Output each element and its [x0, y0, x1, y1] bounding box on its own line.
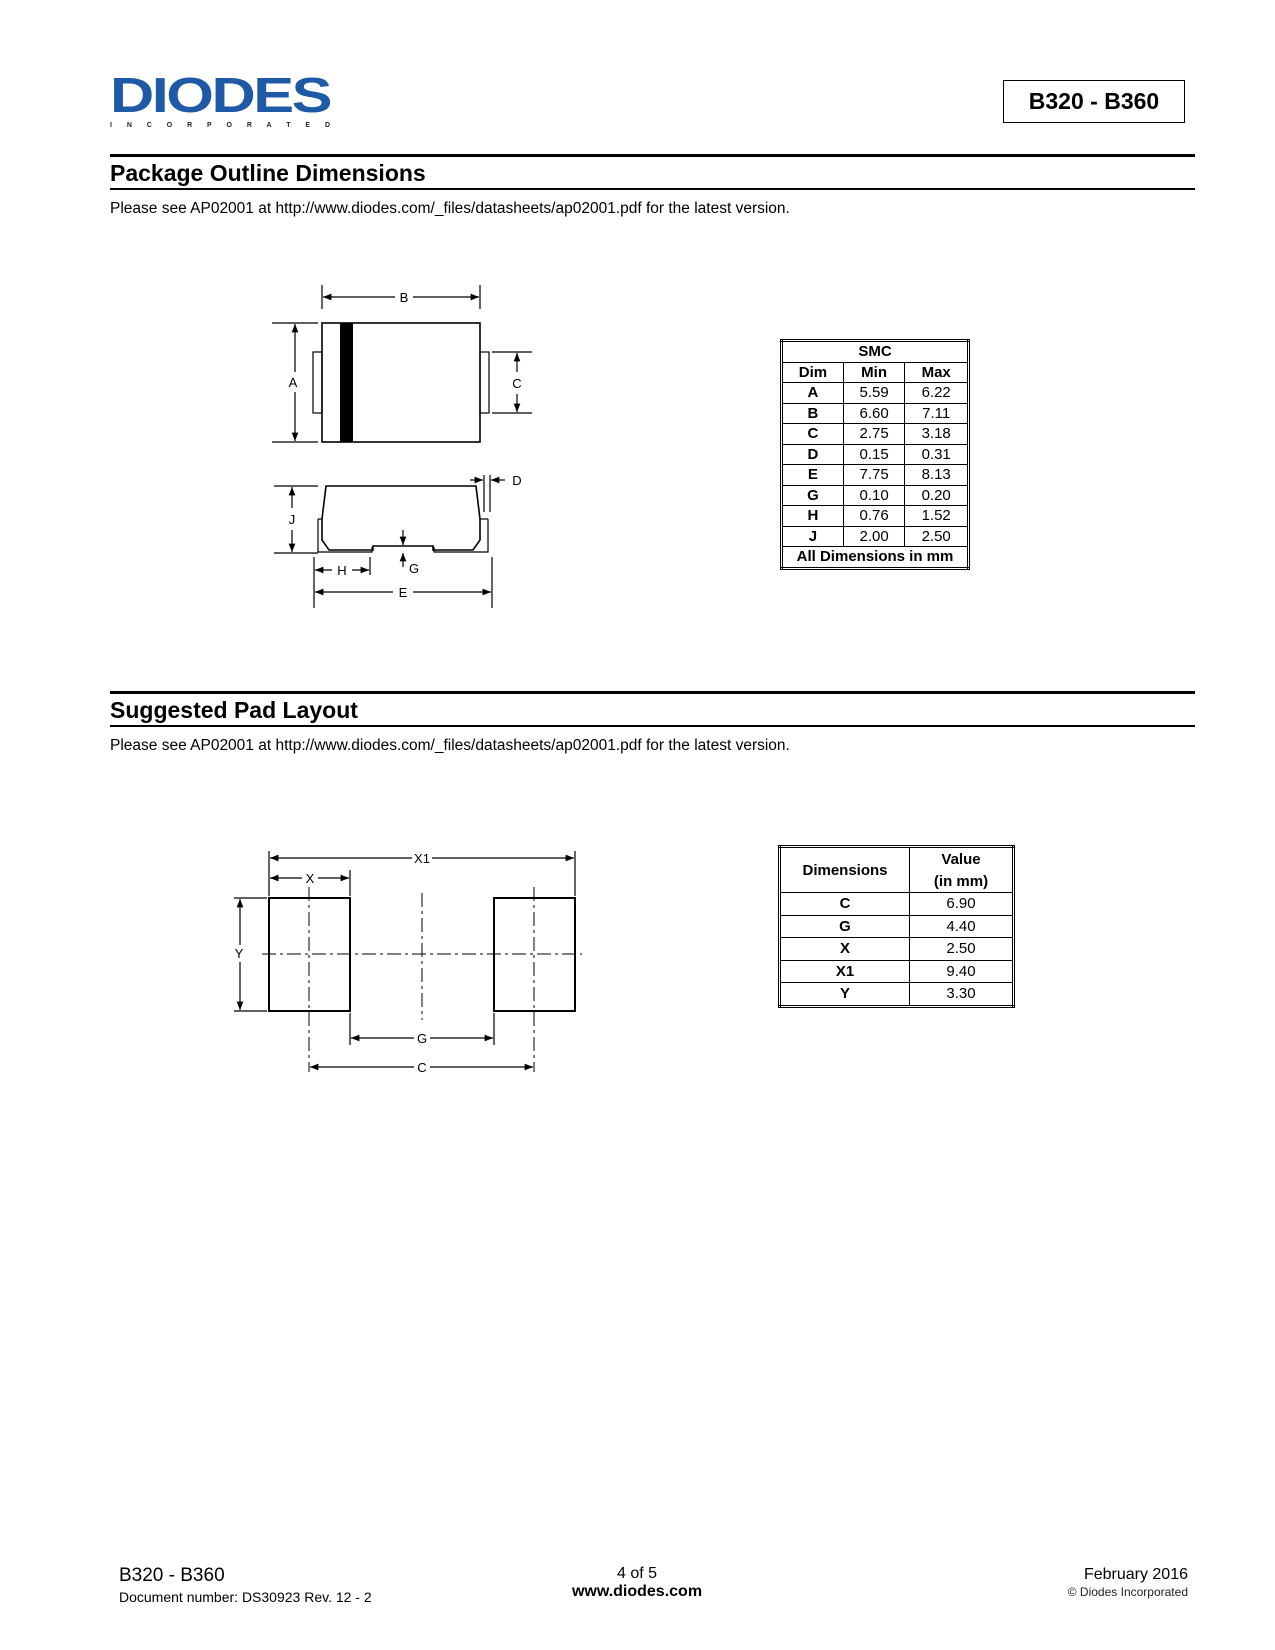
footer-part-number: B320 - B360 [119, 1565, 225, 1586]
pad-label-g: G [416, 1031, 428, 1046]
pad-header-dimensions: Dimensions [780, 847, 910, 893]
table-row [780, 893, 1014, 916]
smc-cell-max: 0.20 [905, 485, 969, 506]
smc-cell-max: 8.13 [905, 465, 969, 486]
smc-cell-min: 2.00 [843, 526, 905, 547]
table-row [782, 424, 969, 445]
pad-cell-dim: Y [780, 983, 910, 1007]
smc-cell-dim: B [782, 403, 844, 424]
outline-note: Please see AP02001 at http://www.diodes.com/_files/datasheets/ap02001.pdf for the latest version. [110, 200, 790, 217]
table-row [780, 960, 1014, 983]
diodes-logo [110, 70, 340, 130]
smc-cell-max: 7.11 [905, 403, 969, 424]
footer-left [119, 1565, 372, 1605]
smc-cell-min: 0.76 [843, 506, 905, 527]
pad-section-title: Suggested Pad Layout [110, 691, 1195, 727]
pad-cell-value: 2.50 [910, 938, 1014, 961]
dim-label-h: H [337, 563, 347, 578]
smc-table-footer: All Dimensions in mm [782, 547, 969, 569]
pad-cell-dim: G [780, 915, 910, 938]
dim-label-a: A [288, 375, 298, 390]
package-body-side [322, 486, 480, 550]
pad-dimensions-table [778, 845, 1015, 1008]
smc-cell-max: 1.52 [905, 506, 969, 527]
pad-cell-value: 6.90 [910, 893, 1014, 916]
pad-cell-value: 3.30 [910, 983, 1014, 1007]
pad-header-value: Value [910, 847, 1014, 871]
smc-table-title: SMC [782, 341, 969, 363]
cathode-band [340, 323, 353, 442]
smc-cell-dim: H [782, 506, 844, 527]
smc-cell-dim: G [782, 485, 844, 506]
smc-cell-min: 2.75 [843, 424, 905, 445]
footer-date: February 2016 [1083, 1566, 1188, 1583]
table-row [780, 983, 1014, 1007]
pad-label-y: Y [234, 946, 244, 961]
table-row [782, 485, 969, 506]
dim-label-e: E [398, 585, 408, 600]
smc-cell-min: 7.75 [843, 465, 905, 486]
smc-cell-max: 2.50 [905, 526, 969, 547]
outline-section-title: Package Outline Dimensions [110, 154, 1195, 190]
smc-cell-dim: J [782, 526, 844, 547]
table-row [780, 938, 1014, 961]
footer-document-number: Document number: DS30923 Rev. 12 - 2 [119, 1589, 372, 1605]
smc-cell-dim: A [782, 383, 844, 404]
footer-website-link[interactable]: www.diodes.com [571, 1583, 703, 1600]
smc-cell-min: 5.59 [843, 383, 905, 404]
smc-cell-dim: D [782, 444, 844, 465]
smc-cell-min: 6.60 [843, 403, 905, 424]
smc-cell-dim: E [782, 465, 844, 486]
pad-cell-dim: C [780, 893, 910, 916]
table-row [782, 444, 969, 465]
table-row [780, 915, 1014, 938]
footer-right [1000, 1566, 1188, 1599]
pad-cell-value: 4.40 [910, 915, 1014, 938]
dim-label-g: G [408, 561, 420, 576]
pad-cell-dim: X [780, 938, 910, 961]
smc-dimensions-table [780, 339, 970, 570]
pad-label-x: X [305, 871, 315, 886]
smc-header-min: Min [843, 362, 905, 383]
smc-cell-max: 6.22 [905, 383, 969, 404]
right-lead [480, 352, 489, 413]
pad-layout-drawing [230, 840, 590, 1080]
smc-header-max: Max [905, 362, 969, 383]
table-row [782, 526, 969, 547]
smc-cell-min: 0.10 [843, 485, 905, 506]
pad-cell-value: 9.40 [910, 960, 1014, 983]
smc-cell-max: 0.31 [905, 444, 969, 465]
pad-label-x1: X1 [414, 851, 430, 866]
logo-wordmark: DIODES [110, 70, 331, 123]
pad-note: Please see AP02001 at http://www.diodes.com/_files/datasheets/ap02001.pdf for the latest version. [110, 737, 790, 754]
table-row [782, 506, 969, 527]
table-row [782, 403, 969, 424]
pad-header-unit: (in mm) [910, 870, 1014, 892]
pad-cell-dim: X1 [780, 960, 910, 983]
dim-label-d: D [512, 473, 522, 488]
table-row [782, 465, 969, 486]
logo-subtext: I N C O R P O R A T E D [110, 122, 330, 129]
dim-label-b: B [399, 290, 409, 305]
smc-cell-dim: C [782, 424, 844, 445]
dim-label-c: C [512, 376, 522, 391]
left-lead [313, 352, 322, 413]
footer-copyright: © Diodes Incorporated [1067, 1585, 1188, 1599]
smc-cell-min: 0.15 [843, 444, 905, 465]
smc-header-dim: Dim [782, 362, 844, 383]
table-row [782, 383, 969, 404]
footer-center [537, 1565, 737, 1601]
part-number-box: B320 - B360 [1003, 80, 1185, 123]
pad-label-c: C [417, 1060, 427, 1075]
dim-label-j: J [288, 512, 296, 527]
footer-page-number: 4 of 5 [616, 1565, 658, 1582]
package-outline-drawing [260, 280, 560, 610]
smc-cell-max: 3.18 [905, 424, 969, 445]
